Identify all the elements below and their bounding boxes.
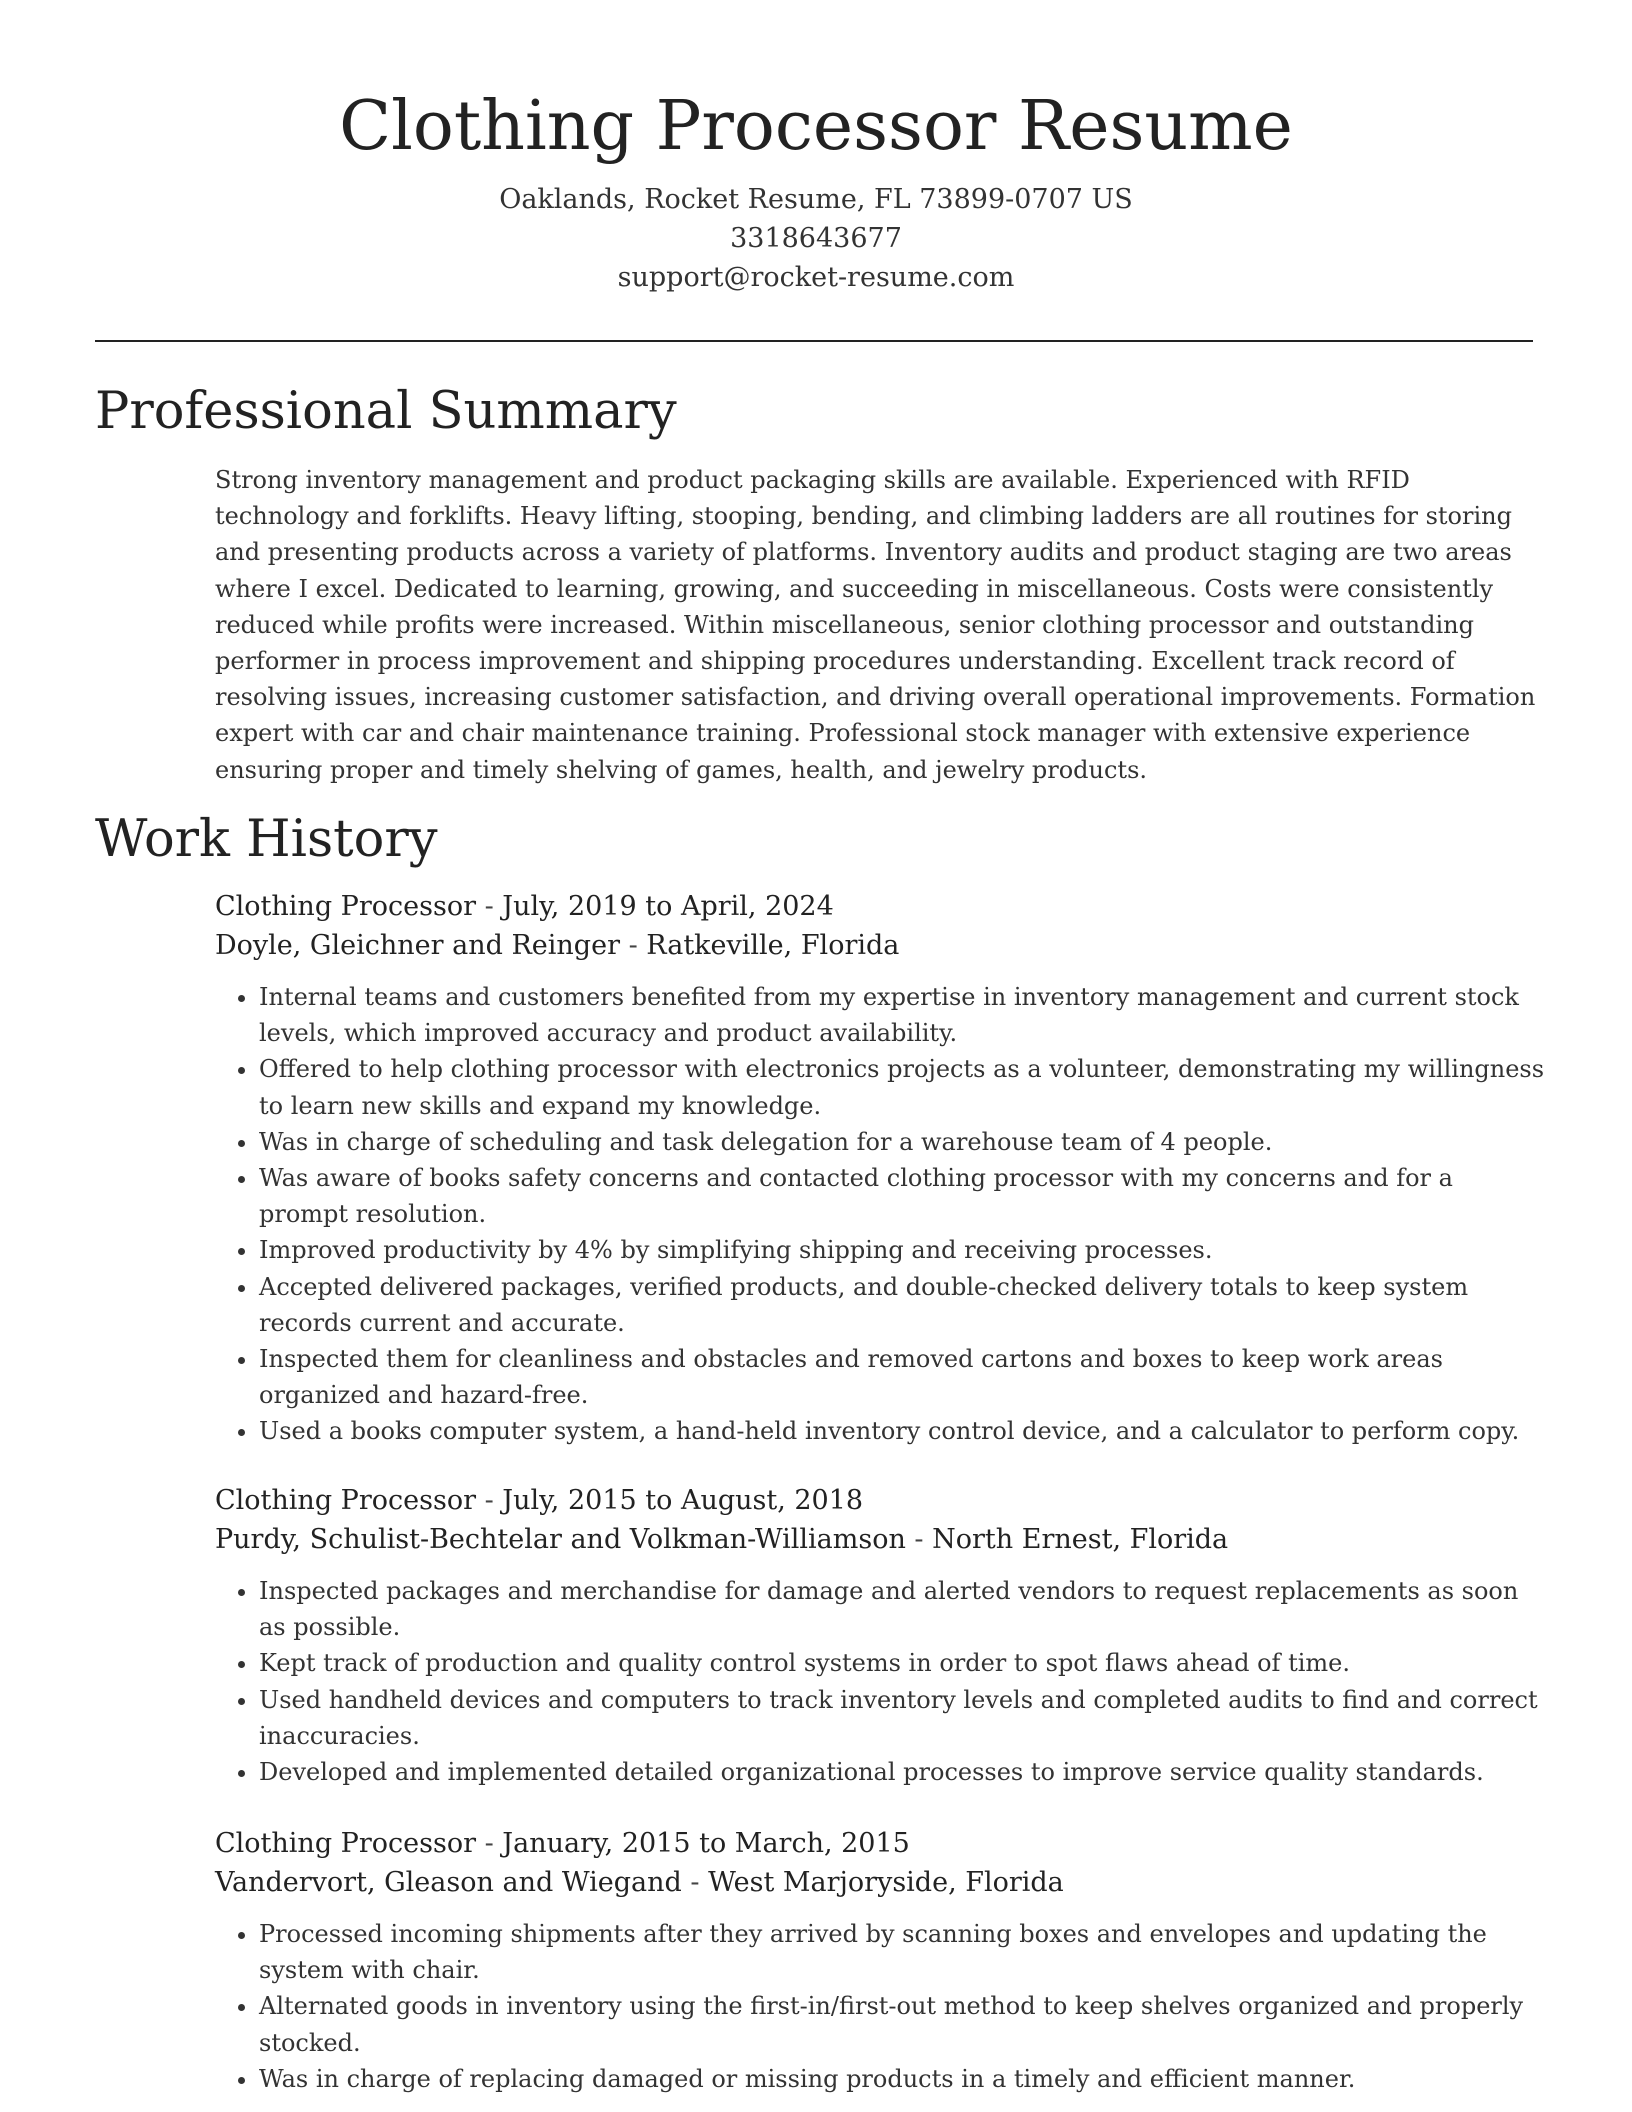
list-item: • Was aware of books safety concerns and contacted clothing processor with my concerns and for a prompt resolution.	[259, 1160, 1545, 1232]
separator: -	[905, 1524, 933, 1555]
separator: -	[475, 1485, 503, 1516]
list-item: • Offered to help clothing processor with electronics projects as a volunteer, demonstrating my willingness to learn new skills and expand my knowledge.	[259, 1051, 1545, 1123]
separator: -	[681, 1867, 709, 1898]
list-item: • Used a books computer system, a hand-held inventory control device, and a calculator to perform copy.	[259, 1413, 1545, 1449]
job-company-line	[215, 1863, 1545, 1902]
list-item: • Developed and implemented detailed organizational processes to improve service quality standards.	[259, 1754, 1545, 1790]
list-item: • Alternated goods in inventory using the first-in/first-out method to keep shelves organized and properly stocked.	[259, 1988, 1545, 2060]
list-item: • Was in charge of scheduling and task delegation for a warehouse team of 4 people.	[259, 1124, 1545, 1160]
separator: -	[475, 891, 503, 922]
list-item: • Inspected them for cleanliness and obstacles and removed cartons and boxes to keep work areas organized and hazard-free.	[259, 1341, 1545, 1413]
summary-text: Strong inventory management and product packaging skills are available. Experienced with RFID technology and forklifts. Heavy lifting, stooping, bending, and climbing ladders are all routines for storing and presenting products across a variety of platforms. Inventory audits and product staging are two areas where I excel. Dedicated to learning, growing, and succeeding in miscellaneous. Costs were consistently reduced while profits were increased. Within miscellaneous, senior clothing processor and outstanding performer in process improvement and shipping procedures understanding. Excellent track record of resolving issues, increasing customer satisfaction, and driving overall operational improvements. Formation expert with car and chair maintenance training. Professional stock manager with extensive experience ensuring proper and timely shelving of games, health, and jewelry products.	[215, 466, 1536, 784]
job-bullets	[215, 1916, 1545, 2097]
job-title-line	[215, 887, 1545, 926]
job-company-line	[215, 926, 1545, 965]
job-dates: July, 2019 to April, 2024	[502, 891, 834, 922]
job-entry	[215, 1481, 1545, 1790]
job-bullets	[215, 979, 1545, 1450]
job-company: Purdy, Schulist-Bechtelar and Volkman-Williamson	[215, 1524, 906, 1555]
contact-info	[0, 180, 1632, 297]
job-entry	[215, 887, 1545, 1450]
job-title: Clothing Processor	[215, 891, 476, 922]
job-company: Vandervort, Gleason and Wiegand	[215, 1867, 682, 1898]
job-location: Ratkeville, Florida	[646, 930, 900, 961]
job-bullets	[215, 1573, 1545, 1790]
page-title: Clothing Processor Resume	[339, 87, 1293, 166]
job-title: Clothing Processor	[215, 1828, 476, 1859]
list-item: • Improved productivity by 4% by simplifying shipping and receiving processes.	[259, 1232, 1545, 1268]
summary-heading: Professional Summary	[95, 382, 677, 441]
job-title-line	[215, 1824, 1545, 1863]
list-item: • Internal teams and customers benefited from my expertise in inventory management and current stock levels, which improved accuracy and product availability.	[259, 979, 1545, 1051]
phone-number: 3318643677	[730, 223, 902, 254]
job-dates: January, 2015 to March, 2015	[502, 1828, 910, 1859]
work-history-heading: Work History	[95, 810, 438, 869]
job-company-line	[215, 1520, 1545, 1559]
separator: -	[619, 930, 647, 961]
list-item: • Accepted delivered packages, verified products, and double-checked delivery totals to keep system records current and accurate.	[259, 1269, 1545, 1341]
job-title: Clothing Processor	[215, 1485, 476, 1516]
job-dates: July, 2015 to August, 2018	[502, 1485, 864, 1516]
job-location: North Ernest, Florida	[932, 1524, 1229, 1555]
job-entry	[215, 1824, 1545, 2097]
list-item: • Kept track of production and quality control systems in order to spot flaws ahead of time.	[259, 1645, 1545, 1681]
list-item: • Was in charge of replacing damaged or missing products in a timely and efficient manner.	[259, 2061, 1545, 2097]
list-item: • Used handheld devices and computers to track inventory levels and completed audits to find and correct inaccuracies.	[259, 1682, 1545, 1754]
list-item: • Inspected packages and merchandise for damage and alerted vendors to request replacements as soon as possible.	[259, 1573, 1545, 1645]
job-title-line	[215, 1481, 1545, 1520]
separator: -	[475, 1828, 503, 1859]
header-divider	[95, 340, 1533, 342]
job-company: Doyle, Gleichner and Reinger	[215, 930, 620, 961]
resume-header	[0, 82, 1632, 297]
job-location: West Marjoryside, Florida	[708, 1867, 1064, 1898]
address: Oaklands, Rocket Resume, FL 73899-0707 US	[499, 184, 1133, 215]
email-address: support@rocket-resume.com	[617, 262, 1015, 293]
list-item: • Processed incoming shipments after they arrived by scanning boxes and envelopes and updating the system with chair.	[259, 1916, 1545, 1988]
